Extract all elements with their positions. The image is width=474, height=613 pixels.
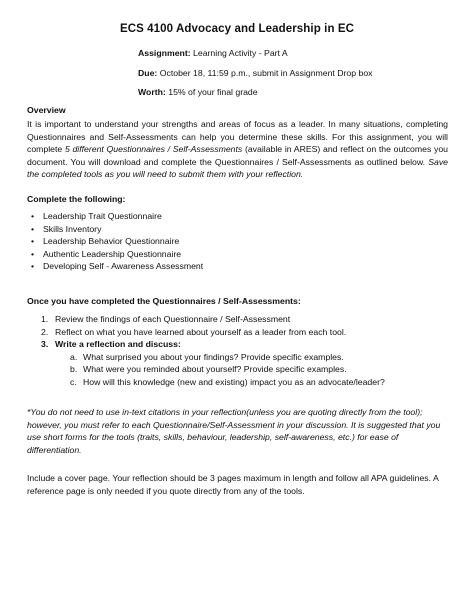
overview-italic-2: Save the completed tools as you will need to submit them with your reflection. (27, 156, 448, 179)
assignment-label: Assignment: (138, 48, 191, 58)
once-heading: Once you have completed the Questionnaires / Self-Assessments: (27, 296, 301, 306)
due-line (138, 68, 373, 78)
step-number: 3. (41, 339, 49, 349)
substep-letter: b. (70, 364, 78, 374)
step-text: Review the findings of each Questionnaire / Self-Assessment (55, 314, 291, 324)
complete-heading: Complete the following: (27, 194, 126, 204)
overview-text-1: It is important to understand your strengths and areas of focus as a leader. In many situations, completing Questionnaires and Self-Assessments can help you determine these skills. For this assignment, you will complete (27, 119, 448, 154)
document-title: ECS 4100 Advocacy and Leadership in EC (119, 23, 355, 35)
substep-text: What surprised you about your findings? Provide specific examples. (83, 351, 344, 362)
substep-text: How will this knowledge (new and existing) impact you as an advocate/leader? (83, 376, 385, 387)
due-label: Due: (138, 68, 158, 78)
substep-letter: c. (70, 376, 77, 387)
step-text: Reflect on what you have learned about yourself as a leader from each tool. (55, 326, 347, 337)
closing-paragraph: Include a cover page. Your reflection should be 3 pages maximum in length and follow all APA guidelines. A reference page is only needed if you quote directly from any of the tools. (27, 473, 439, 496)
assignment-line (138, 48, 288, 58)
list-item: • Leadership Trait Questionnaire (27, 210, 203, 223)
step-number: 2. (41, 326, 49, 337)
overview-italic-1: 5 different Questionnaires / Self-Assessments (64, 144, 243, 154)
citation-note: *You do not need to use in-text citations in your reflection(unless you are quoting directly from the tool); however, you must refer to each Questionnaire/Self-Assessment in your discussion. It is suggested that you use short forms for the tools (traits, skills, behaviour, leadership, self-awareness, etc.) for ease of differentiation. (27, 407, 441, 455)
step-text: Write a reflection and discuss: (55, 339, 181, 349)
list-item: • Leadership Behavior Questionnaire (27, 235, 203, 248)
overview-paragraph (27, 118, 448, 181)
substep-text: What were you reminded about yourself? Provide specific examples. (83, 364, 347, 374)
worth-value: 15% of your final grade (165, 87, 258, 97)
list-item: • Skills Inventory (27, 223, 203, 236)
assignment-value: Learning Activity - Part A (190, 48, 288, 58)
worth-line (138, 87, 258, 97)
overview-text-2: (available in ARES) and reflect on the outcomes you document. You will download and complete the Questionnaires / Self-Assessments as outlined below. (27, 144, 448, 167)
worth-label: Worth: (138, 87, 166, 97)
due-value: October 18, 11:59 p.m., submit in Assignment Drop box (157, 68, 373, 78)
questionnaire-list (27, 210, 203, 273)
substep-letter: a. (70, 351, 78, 362)
list-item: • Developing Self - Awareness Assessment (27, 260, 203, 273)
overview-heading: Overview (27, 105, 66, 115)
step-number: 1. (41, 314, 49, 324)
list-item: • Authentic Leadership Questionnaire (27, 248, 203, 261)
